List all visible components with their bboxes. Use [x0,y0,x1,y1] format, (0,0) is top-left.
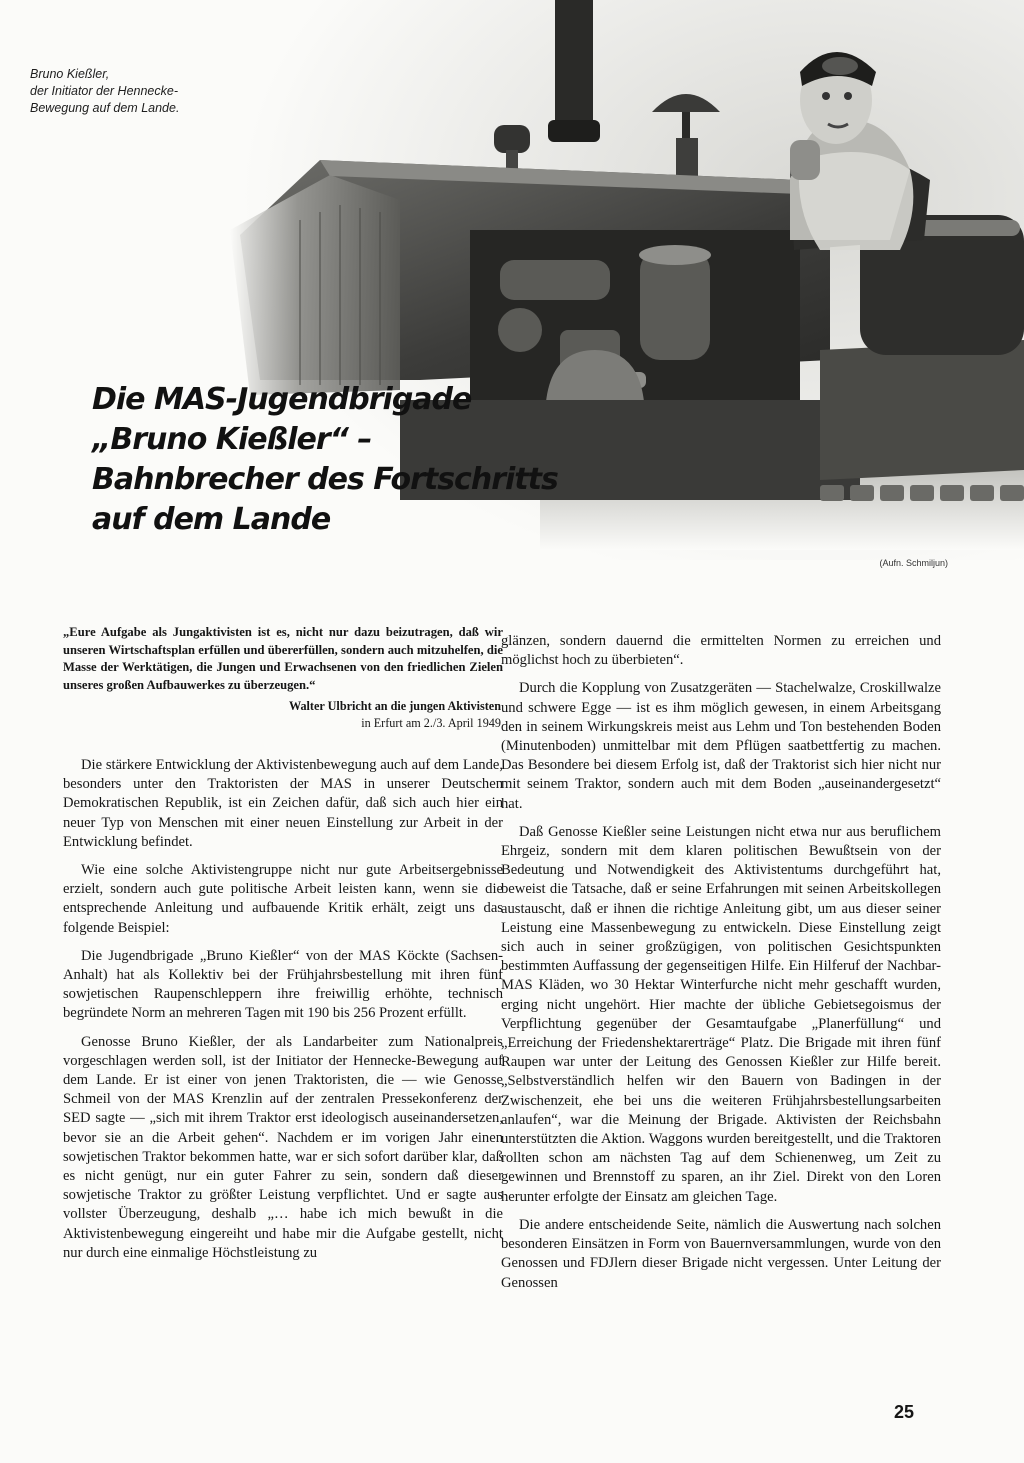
photo-credit: (Aufn. Schmiljun) [879,558,948,568]
headline-line: Bahnbrecher des Fortschritts [92,462,558,497]
headline-line: auf dem Lande [92,502,331,537]
body-paragraph: Die andere entscheidende Seite, nämlich die Auswertung nach solchen besonderen Einsätzen in Form von Bauernversammlungen, wurde von den Genossen und FDJlern dieser Brigade nicht vergessen. Unter Leitung der Genossen [501,1216,941,1291]
caption-line: Bruno Kießler, [30,67,110,81]
article-column-right [501,632,941,1302]
body-paragraph: Wie eine solche Aktivistengruppe nicht nur gute Arbeitsergebnisse erzielt, sondern auch gute politische Arbeit leisten kann, wenn sie die entsprechende Anleitung und aufbauende Kritik erhält, zeigt uns das folgende Beispiel: [63,862,503,936]
page-number: 25 [894,1402,915,1422]
article-headline [92,380,558,540]
epigraph-attribution [63,698,501,732]
headline-line: Die MAS-Jugendbrigade [92,382,472,417]
caption-line: Bewegung auf dem Lande. [30,101,180,115]
body-paragraph: Genosse Bruno Kießler, der als Landarbeiter zum Nationalpreis vorgeschlagen werden soll, ist der Initiator der Hennecke-Bewegung auf dem Lande. Er ist einer von jenen Traktoristen, die — wie Genosse Schmeil von der MAS Krenzlin auf der zentralen Pressekonferenz der SED sagte — „sich mit ihrem Traktor erst ideologisch auseinandersetzen, bevor sie an die Arbeit gehen“. Nachdem er im vorigen Jahr einen sowjetischen Traktor bekommen hatte, war er sich sofort darüber klar, daß es nicht genügt, nur ein guter Fahrer zu sein, sondern daß dieser sowjetische Traktor zu größter Leistung verpflichtet. Und er sagte aus vollster Überzeugung, deshalb „… habe ich mich bewußt in die Aktivistenbewegung eingereiht und habe mir die Aufgabe gestellt, nicht nur durch eine einmalige Höchstleistung zu [63,1033,503,1261]
body-paragraph: Die Jugendbrigade „Bruno Kießler“ von der MAS Köckte (Sachsen-Anhalt) hat als Kollektiv bei der Frühjahrsbestellung mit ihren fünf sowjetischen Raupenschleppern ihre freiwillig erhöhte, technisch begründete Norm an mehreren Tagen mit 190 bis 256 Prozent erfüllt. [63,947,503,1022]
caption-line: der Initiator der Hennecke- [30,84,178,98]
photo-caption [30,66,230,117]
article-column-left [63,624,503,1272]
headline-line: „Bruno Kießler“ – [92,422,372,457]
body-paragraph: Die stärkere Entwicklung der Aktivistenbewegung auch auf dem Lande, besonders unter den Traktoristen der MAS in unserer Deutschen Demokratischen Republik, ist ein Zeichen dafür, daß sich auch hier ein neuer Typ von Menschen mit einer neuen Einstellung zur Arbeit in der Entwicklung befindet. [63,757,503,850]
body-paragraph: Durch die Kopplung von Zusatzgeräten — Stachelwalze, Croskillwalze und schwere Egge — ist es ihm möglich gewesen, in einem Arbeitsgang den in seinem Wirkungskreis meist aus Lehm und Ton bestehenden Boden (Minutenboden) unmittelbar mit dem Pflügen saatbettfertig zu machen. Das Besondere bei diesem Erfolg ist, daß der Traktorist sich hier nicht nur mit seinem Traktor, sondern auch mit dem Boden „auseinandergesetzt“ hat. [501,680,941,812]
quote-place-date: in Erfurt am 2./3. April 1949 [361,716,501,730]
body-paragraph: Daß Genosse Kießler seine Leistungen nicht etwa nur aus beruflichem Ehrgeiz, sondern mit dem klaren politischen Bewußtsein von der Bedeutung und Notwendigkeit des Aktivistentums durchgeführt hat, beweist die Tatsache, daß er seine Erfahrungen mit seinen Arbeitskollegen austauscht, daß er ihnen die richtige Anleitung gibt, um aus dieser seiner Leistung eine Massenbewegung zu entwickeln. Diese Einstellung zeigt sich auch in seiner großzügigen, von politischen Gesichtspunkten bestimmten Auffassung der gegenseitigen Hilfe. Ein Hilferuf der Nachbar-MAS Kläden, wo 30 Hektar Winterfurche nicht mehr geschafft wurden, erging nicht ungehört. Hier machte der übliche Gebietsegoismus der Verpflichtung gegenüber der Gesamtaufgabe „Planerfüllung“ und „Erreichung der Friedenshektarerträge“ Platz. Die Brigade mit ihren fünf Raupen war unter der Leitung des Genossen Kießler zur Hilfe bereit. „Selbstverständlich helfen wir den Bauern von Badingen in der Zwischenzeit, ehe bei uns die weiteren Frühjahrsbestellungsarbeiten anlaufen“, war die Meinung der Brigade. Aktivisten der Reichsbahn unterstützten die Aktion. Waggons wurden bereitgestellt, und die Traktoren rollten schon am nächsten Tag auf dem Schienenweg, um Zeit zu gewinnen und Brennstoff zu sparen, an ihr Ziel. Direkt von den Loren herunter erfolgte der Einsatz am gleichen Tage. [501,823,941,1205]
quote-author: Walter Ulbricht an die jungen Aktivisten [288,699,501,713]
epigraph-quote: „Eure Aufgabe als Jungaktivisten ist es, nicht nur dazu beizutragen, daß wir unseren Wirtschaftsplan erfüllen und übererfüllen, sondern auch mitzuhelfen, die Masse der Werktätigen, die Jungen und Erwachsenen von den friedlichen Zielen unseres großen Aufbauwerkes zu überzeugen.“ [63,625,503,692]
body-paragraph: glänzen, sondern dauernd die ermittelten Normen zu erreichen und möglichst hoch zu überbieten“. [501,633,941,669]
